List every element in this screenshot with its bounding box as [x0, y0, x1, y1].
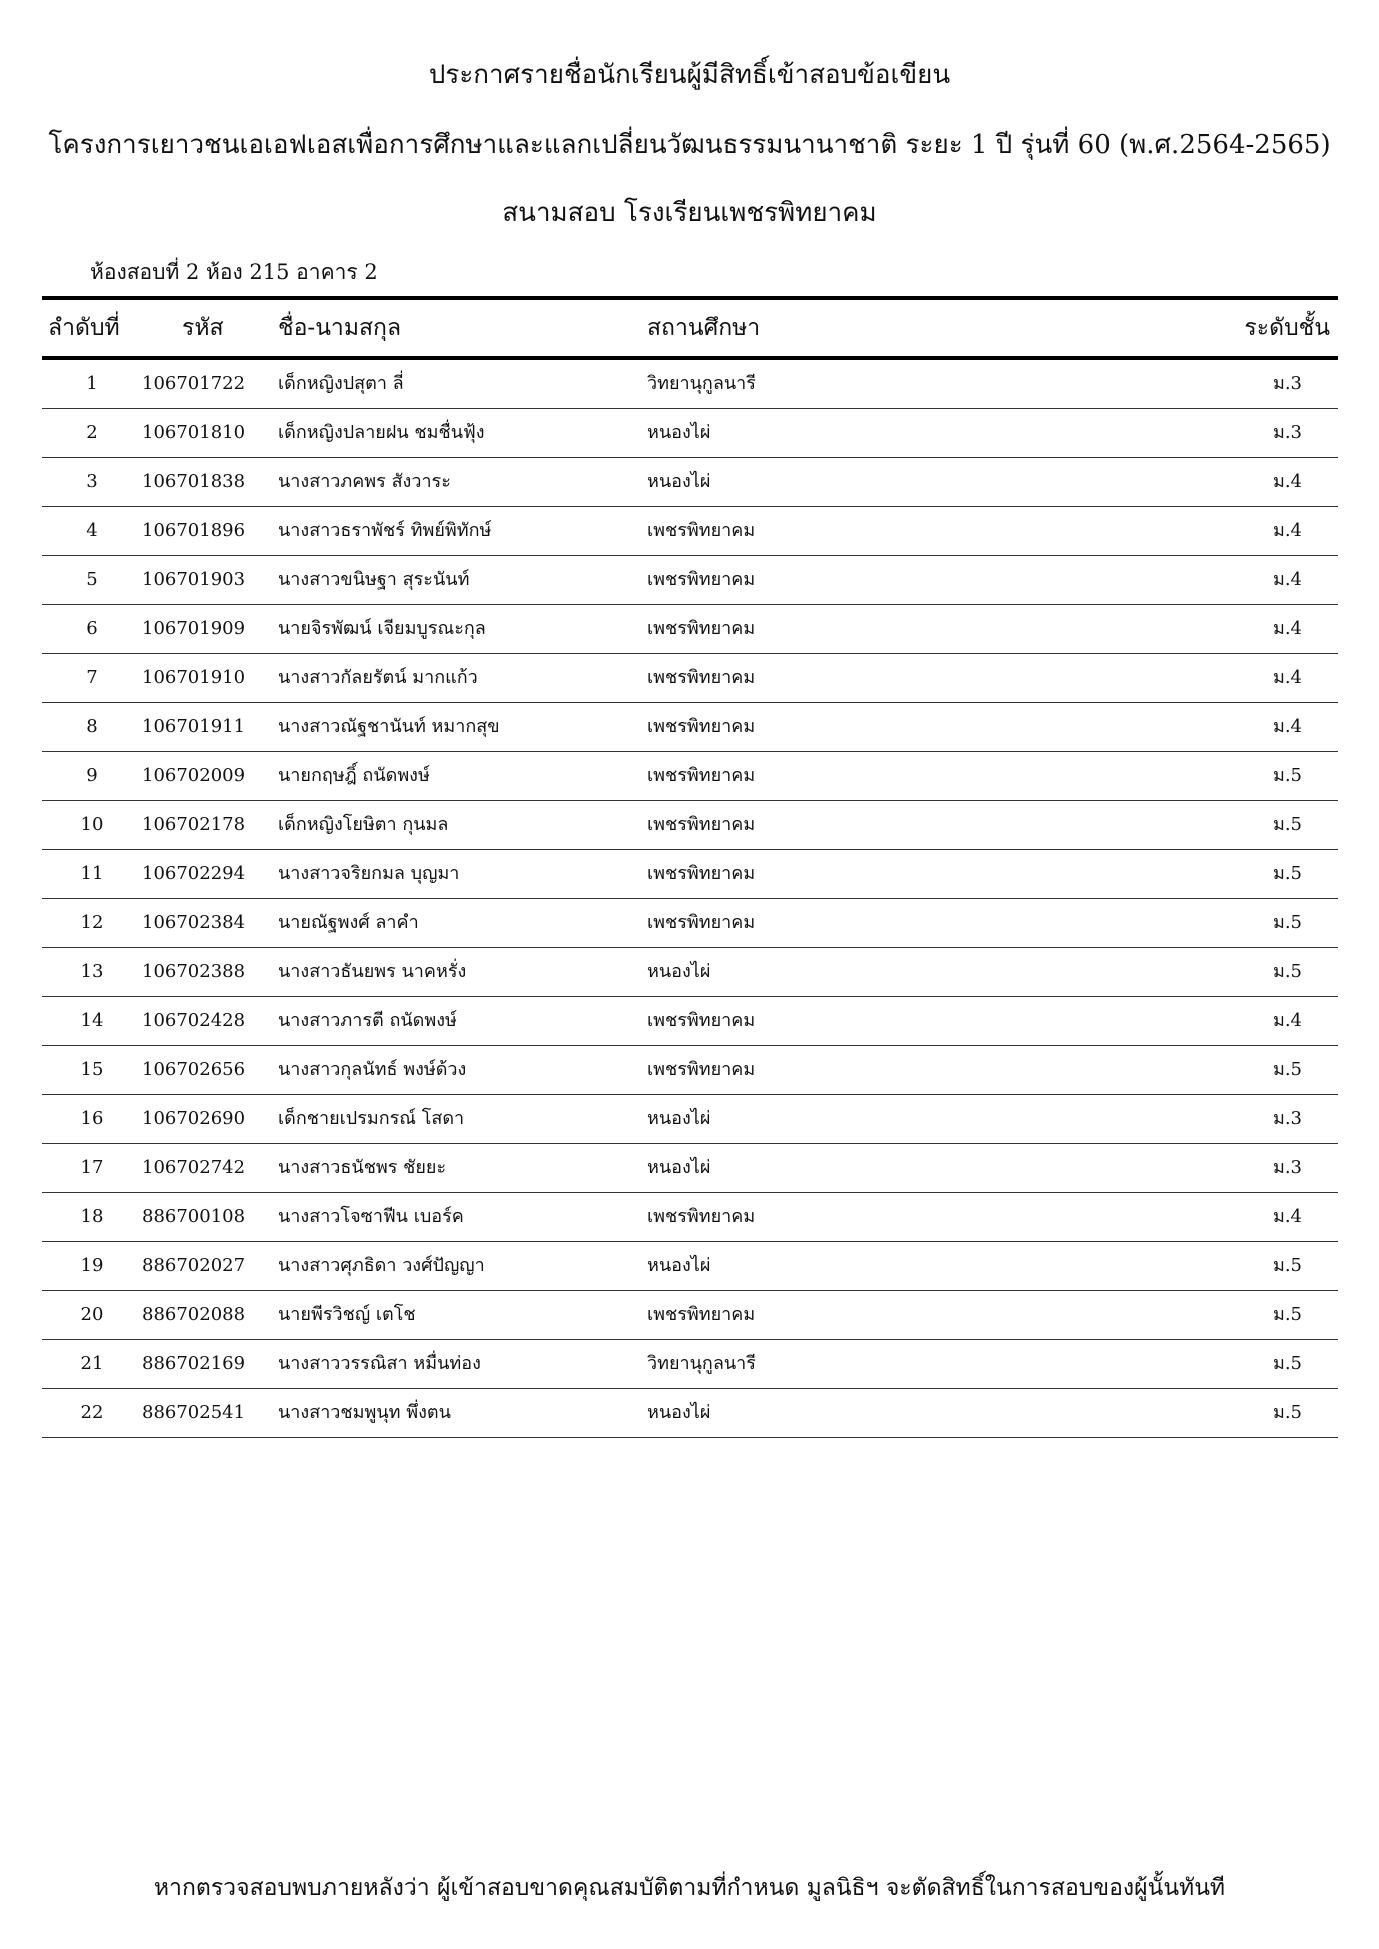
room-info: ห้องสอบที่ 2 ห้อง 215 อาคาร 2 [90, 260, 378, 284]
header-level: ระดับชั้น [1244, 315, 1330, 341]
row-school: เพชรพิทยาคม [647, 618, 756, 639]
row-name: นางสาวธันยพร นาคหรั่ง [278, 961, 467, 982]
row-no: 7 [86, 667, 98, 688]
row-level: ม.5 [1272, 1353, 1302, 1374]
row-id: 106701810 [142, 422, 246, 443]
table-header-row [42, 300, 1338, 356]
table-row [42, 556, 1338, 605]
row-no: 12 [80, 912, 104, 933]
row-level: ม.5 [1272, 961, 1302, 982]
row-school: หนองไผ่ [647, 471, 711, 492]
table-row [42, 458, 1338, 507]
row-no: 3 [86, 471, 98, 492]
row-level: ม.5 [1272, 1402, 1302, 1423]
row-school: หนองไผ่ [647, 961, 711, 982]
exam-venue: สนามสอบ โรงเรียนเพชรพิทยาคม [502, 198, 877, 228]
row-no: 20 [80, 1304, 104, 1325]
row-name: นางสาวขนิษฐา สุระนันท์ [278, 569, 470, 590]
row-name: เด็กหญิงปลายฝน ชมชื่นฟุ้ง [278, 422, 485, 443]
row-name: นางสาวกัลยรัตน์ มากแก้ว [278, 667, 478, 688]
row-no: 9 [86, 765, 98, 786]
row-name: เด็กชายเปรมกรณ์ โสดา [278, 1108, 465, 1129]
row-level: ม.5 [1272, 1255, 1302, 1276]
row-level: ม.4 [1272, 569, 1302, 590]
row-school: เพชรพิทยาคม [647, 814, 756, 835]
table-row [42, 801, 1338, 850]
row-school: หนองไผ่ [647, 422, 711, 443]
row-name: นายจิรพัฒน์ เจียมบูรณะกุล [278, 618, 486, 639]
row-name: เด็กหญิงปสุตา ลี่ [278, 373, 404, 394]
table-row [42, 752, 1338, 801]
row-name: นางสาวภารตี ถนัดพงษ์ [278, 1010, 457, 1031]
table-row [42, 948, 1338, 997]
table-row [42, 703, 1338, 752]
row-level: ม.5 [1272, 765, 1302, 786]
table-row [42, 997, 1338, 1046]
header-id: รหัส [182, 315, 224, 341]
row-name: นางสาวจริยกมล บุญมา [278, 863, 460, 884]
row-name: นายณัฐพงศ์ ลาคำ [278, 912, 419, 933]
row-id: 106702690 [142, 1108, 246, 1129]
row-no: 1 [86, 373, 98, 394]
row-level: ม.5 [1272, 863, 1302, 884]
row-name: นางสาววรรณิสา หมื่นท่อง [278, 1353, 481, 1374]
row-no: 14 [80, 1010, 104, 1031]
row-level: ม.3 [1272, 422, 1302, 443]
row-no: 8 [86, 716, 98, 737]
row-name: นางสาวณัฐชานันท์ หมากสุข [278, 716, 500, 737]
row-name: นายกฤษฎิ์ ถนัดพงษ์ [278, 765, 430, 786]
row-no: 22 [80, 1402, 104, 1423]
row-no: 15 [80, 1059, 104, 1080]
row-id: 106702178 [142, 814, 246, 835]
row-level: ม.4 [1272, 1206, 1302, 1227]
program-title: โครงการเยาวชนเอเอฟเอสเพื่อการศึกษาและแลกเปลี่ยนวัฒนธรรมนานาชาติ ระยะ 1 ปี รุ่นที่ 60 (พ.ศ.2564-2565) [48, 130, 1331, 160]
row-level: ม.4 [1272, 667, 1302, 688]
row-id: 106702388 [142, 961, 246, 982]
row-no: 18 [80, 1206, 104, 1227]
row-no: 10 [80, 814, 104, 835]
row-id: 106702656 [142, 1059, 246, 1080]
row-school: เพชรพิทยาคม [647, 912, 756, 933]
table-row [42, 507, 1338, 556]
row-level: ม.5 [1272, 814, 1302, 835]
row-id: 886702088 [142, 1304, 246, 1325]
row-id: 106701910 [142, 667, 246, 688]
row-school: เพชรพิทยาคม [647, 1059, 756, 1080]
row-no: 13 [80, 961, 104, 982]
row-level: ม.4 [1272, 618, 1302, 639]
table-row [42, 1340, 1338, 1389]
row-name: นางสาวธนัชพร ชัยยะ [278, 1157, 447, 1178]
row-id: 106701722 [142, 373, 246, 394]
row-no: 5 [86, 569, 98, 590]
row-no: 2 [86, 422, 98, 443]
row-school: เพชรพิทยาคม [647, 863, 756, 884]
row-school: หนองไผ่ [647, 1108, 711, 1129]
row-school: เพชรพิทยาคม [647, 1206, 756, 1227]
row-name: นางสาวโจซาฟีน เบอร์ค [278, 1206, 464, 1227]
row-id: 106701838 [142, 471, 246, 492]
row-no: 6 [86, 618, 98, 639]
row-level: ม.5 [1272, 912, 1302, 933]
candidate-table [42, 296, 1338, 1438]
row-school: วิทยานุกูลนารี [647, 373, 756, 394]
row-id: 106701909 [142, 618, 246, 639]
row-name: นายพีรวิชญ์ เตโช [278, 1304, 416, 1325]
table-row [42, 1095, 1338, 1144]
row-school: เพชรพิทยาคม [647, 520, 756, 541]
table-row [42, 1242, 1338, 1291]
row-school: เพชรพิทยาคม [647, 667, 756, 688]
row-school: เพชรพิทยาคม [647, 716, 756, 737]
row-no: 11 [80, 863, 104, 884]
row-school: เพชรพิทยาคม [647, 1304, 756, 1325]
header-name: ชื่อ-นามสกุล [278, 315, 402, 341]
row-id: 106701896 [142, 520, 246, 541]
row-id: 106701903 [142, 569, 246, 590]
row-school: หนองไผ่ [647, 1255, 711, 1276]
row-school: เพชรพิทยาคม [647, 1010, 756, 1031]
table-row [42, 1389, 1338, 1438]
header-no: ลำดับที่ [48, 315, 120, 341]
table-row [42, 1193, 1338, 1242]
row-id: 106701911 [142, 716, 246, 737]
row-level: ม.4 [1272, 716, 1302, 737]
disqualification-note: หากตรวจสอบพบภายหลังว่า ผู้เข้าสอบขาดคุณสมบัติตามที่กำหนด มูลนิธิฯ จะตัดสิทธิ์ในการสอบของผู้นั้นทันที [153, 1875, 1226, 1901]
row-level: ม.4 [1272, 1010, 1302, 1031]
row-level: ม.5 [1272, 1304, 1302, 1325]
table-body [42, 360, 1338, 1438]
row-id: 886702169 [142, 1353, 246, 1374]
row-id: 106702384 [142, 912, 246, 933]
row-id: 886702027 [142, 1255, 246, 1276]
table-row [42, 1291, 1338, 1340]
table-row [42, 899, 1338, 948]
row-id: 106702428 [142, 1010, 246, 1031]
row-id: 106702294 [142, 863, 246, 884]
row-school: วิทยานุกูลนารี [647, 1353, 756, 1374]
row-school: เพชรพิทยาคม [647, 765, 756, 786]
row-no: 16 [80, 1108, 104, 1129]
row-id: 886702541 [142, 1402, 246, 1423]
row-school: หนองไผ่ [647, 1402, 711, 1423]
row-id: 886700108 [142, 1206, 246, 1227]
row-name: เด็กหญิงโยษิตา กุนมล [278, 814, 449, 835]
row-level: ม.3 [1272, 1108, 1302, 1129]
table-row [42, 605, 1338, 654]
row-level: ม.3 [1272, 373, 1302, 394]
row-name: นางสาวชมพูนุท พึ่งตน [278, 1402, 451, 1423]
row-level: ม.4 [1272, 520, 1302, 541]
row-level: ม.4 [1272, 471, 1302, 492]
row-name: นางสาวภคพร สังวาระ [278, 471, 451, 492]
table-row [42, 850, 1338, 899]
announcement-title: ประกาศรายชื่อนักเรียนผู้มีสิทธิ์เข้าสอบข้อเขียน [428, 60, 951, 90]
row-no: 4 [86, 520, 98, 541]
row-id: 106702009 [142, 765, 246, 786]
row-school: เพชรพิทยาคม [647, 569, 756, 590]
row-level: ม.5 [1272, 1059, 1302, 1080]
row-school: หนองไผ่ [647, 1157, 711, 1178]
header-school: สถานศึกษา [647, 315, 761, 341]
row-no: 19 [80, 1255, 104, 1276]
table-row [42, 409, 1338, 458]
table-row [42, 360, 1338, 409]
table-row [42, 1144, 1338, 1193]
table-row [42, 654, 1338, 703]
row-id: 106702742 [142, 1157, 246, 1178]
table-row [42, 1046, 1338, 1095]
row-no: 21 [80, 1353, 104, 1374]
row-no: 17 [80, 1157, 104, 1178]
row-name: นางสาวธราพัชร์ ทิพย์พิทักษ์ [278, 520, 492, 541]
row-level: ม.3 [1272, 1157, 1302, 1178]
row-name: นางสาวกุลนัทธ์ พงษ์ด้วง [278, 1059, 467, 1080]
row-name: นางสาวศุภธิดา วงศ์ปัญญา [278, 1255, 485, 1276]
